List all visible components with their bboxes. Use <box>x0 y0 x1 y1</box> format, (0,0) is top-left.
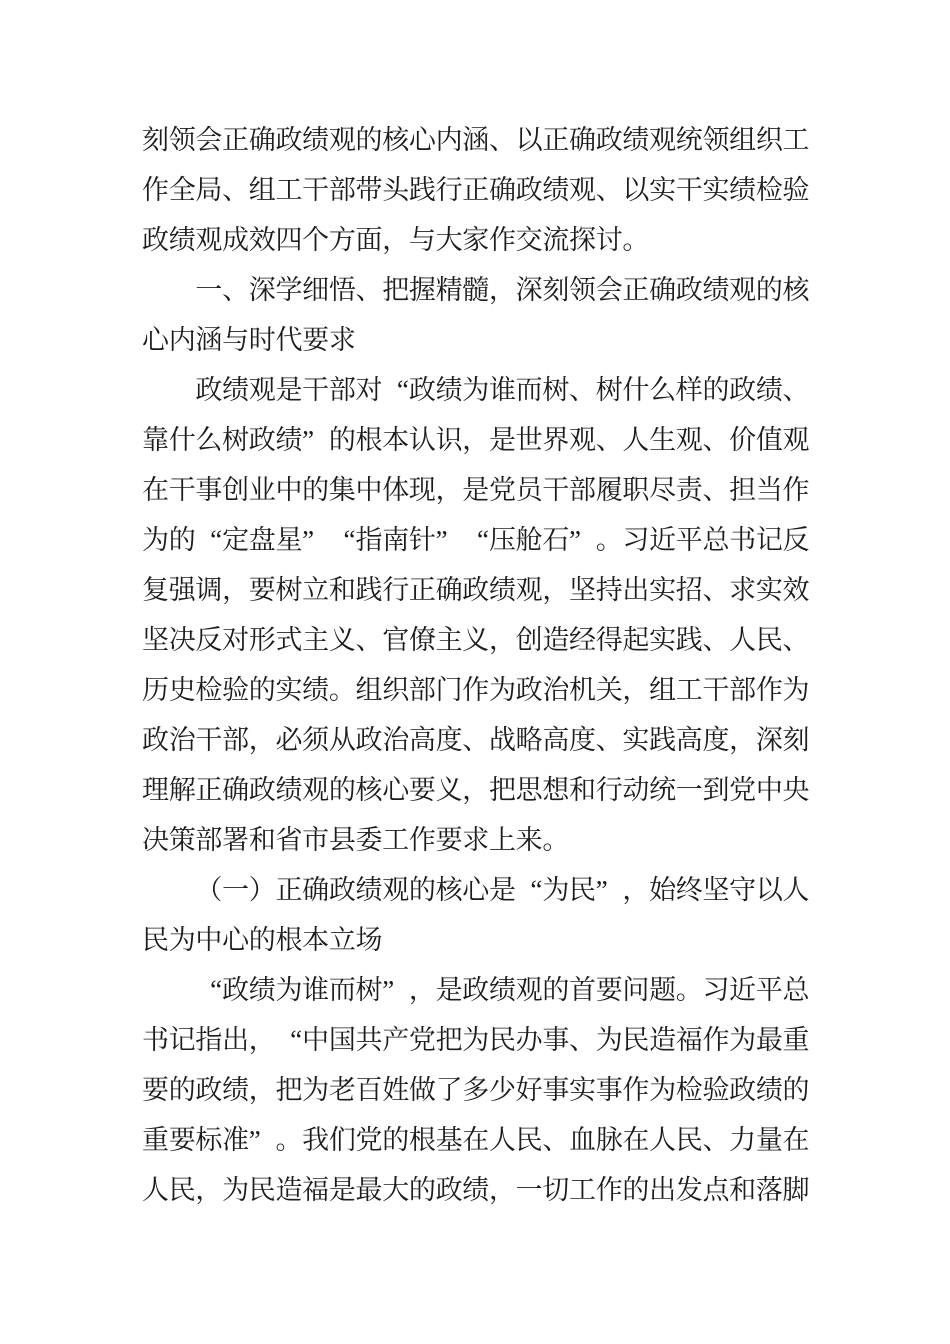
text-line: 坚决反对形式主义、官僚主义，创造经得起实践、人民、 <box>142 625 810 655</box>
text-line: 书记指出， “中国共产党把为民办事、为民造福作为最重 <box>142 1025 810 1055</box>
text-line: 理解正确政绩观的核心要义，把思想和行动统一到党中央 <box>142 775 810 805</box>
text-line: 作全局、组工干部带头践行正确政绩观、以实干实绩检验 <box>142 175 810 205</box>
text-line: 政绩观成效四个方面，与大家作交流探讨。 <box>142 225 650 255</box>
paragraph-body <box>142 965 810 1215</box>
text-line: 在干事创业中的集中体现，是党员干部履职尽责、担当作 <box>142 475 810 505</box>
text-line: 要的政绩，把为老百姓做了多少好事实事作为检验政绩的 <box>142 1075 810 1105</box>
paragraph-body <box>142 365 810 865</box>
text-line: 人民，为民造福是最大的政绩，一切工作的出发点和落脚 <box>142 1175 810 1205</box>
text-line: “政绩为谁而树” ，是政绩观的首要问题。习近平总 <box>210 975 810 1005</box>
text-line: （一）正确政绩观的核心是 “为民” ，始终坚守以人 <box>195 875 810 905</box>
text-line: 靠什么树政绩” 的根本认识，是世界观、人生观、价值观 <box>142 425 810 455</box>
text-line: 一、深学细悟、把握精髓，深刻领会正确政绩观的核 <box>195 275 810 305</box>
text-line: 历史检验的实绩。组织部门作为政治机关，组工干部作为 <box>142 675 810 705</box>
text-line: 决策部署和省市县委工作要求上来。 <box>142 825 570 855</box>
paragraph-section-heading <box>142 265 810 365</box>
text-line: 心内涵与时代要求 <box>142 325 356 355</box>
text-line: 民为中心的根本立场 <box>142 925 383 955</box>
text-line: 为的 “定盘星” “指南针” “压舱石” 。习近平总书记反 <box>142 525 810 555</box>
text-line: 重要标准” 。我们党的根基在人民、血脉在人民、力量在 <box>142 1125 810 1155</box>
text-line: 复强调，要树立和践行正确政绩观，坚持出实招、求实效 <box>142 575 810 605</box>
text-line: 政治干部，必须从政治高度、战略高度、实践高度，深刻 <box>142 725 810 755</box>
text-line: 政绩观是干部对 “政绩为谁而树、树什么样的政绩、 <box>195 375 810 405</box>
paragraph-sub-heading <box>142 865 810 965</box>
text-line: 刻领会正确政绩观的核心内涵、以正确政绩观统领组织工 <box>142 125 810 155</box>
document-body <box>142 115 810 1215</box>
paragraph-body-continuation <box>142 115 810 265</box>
